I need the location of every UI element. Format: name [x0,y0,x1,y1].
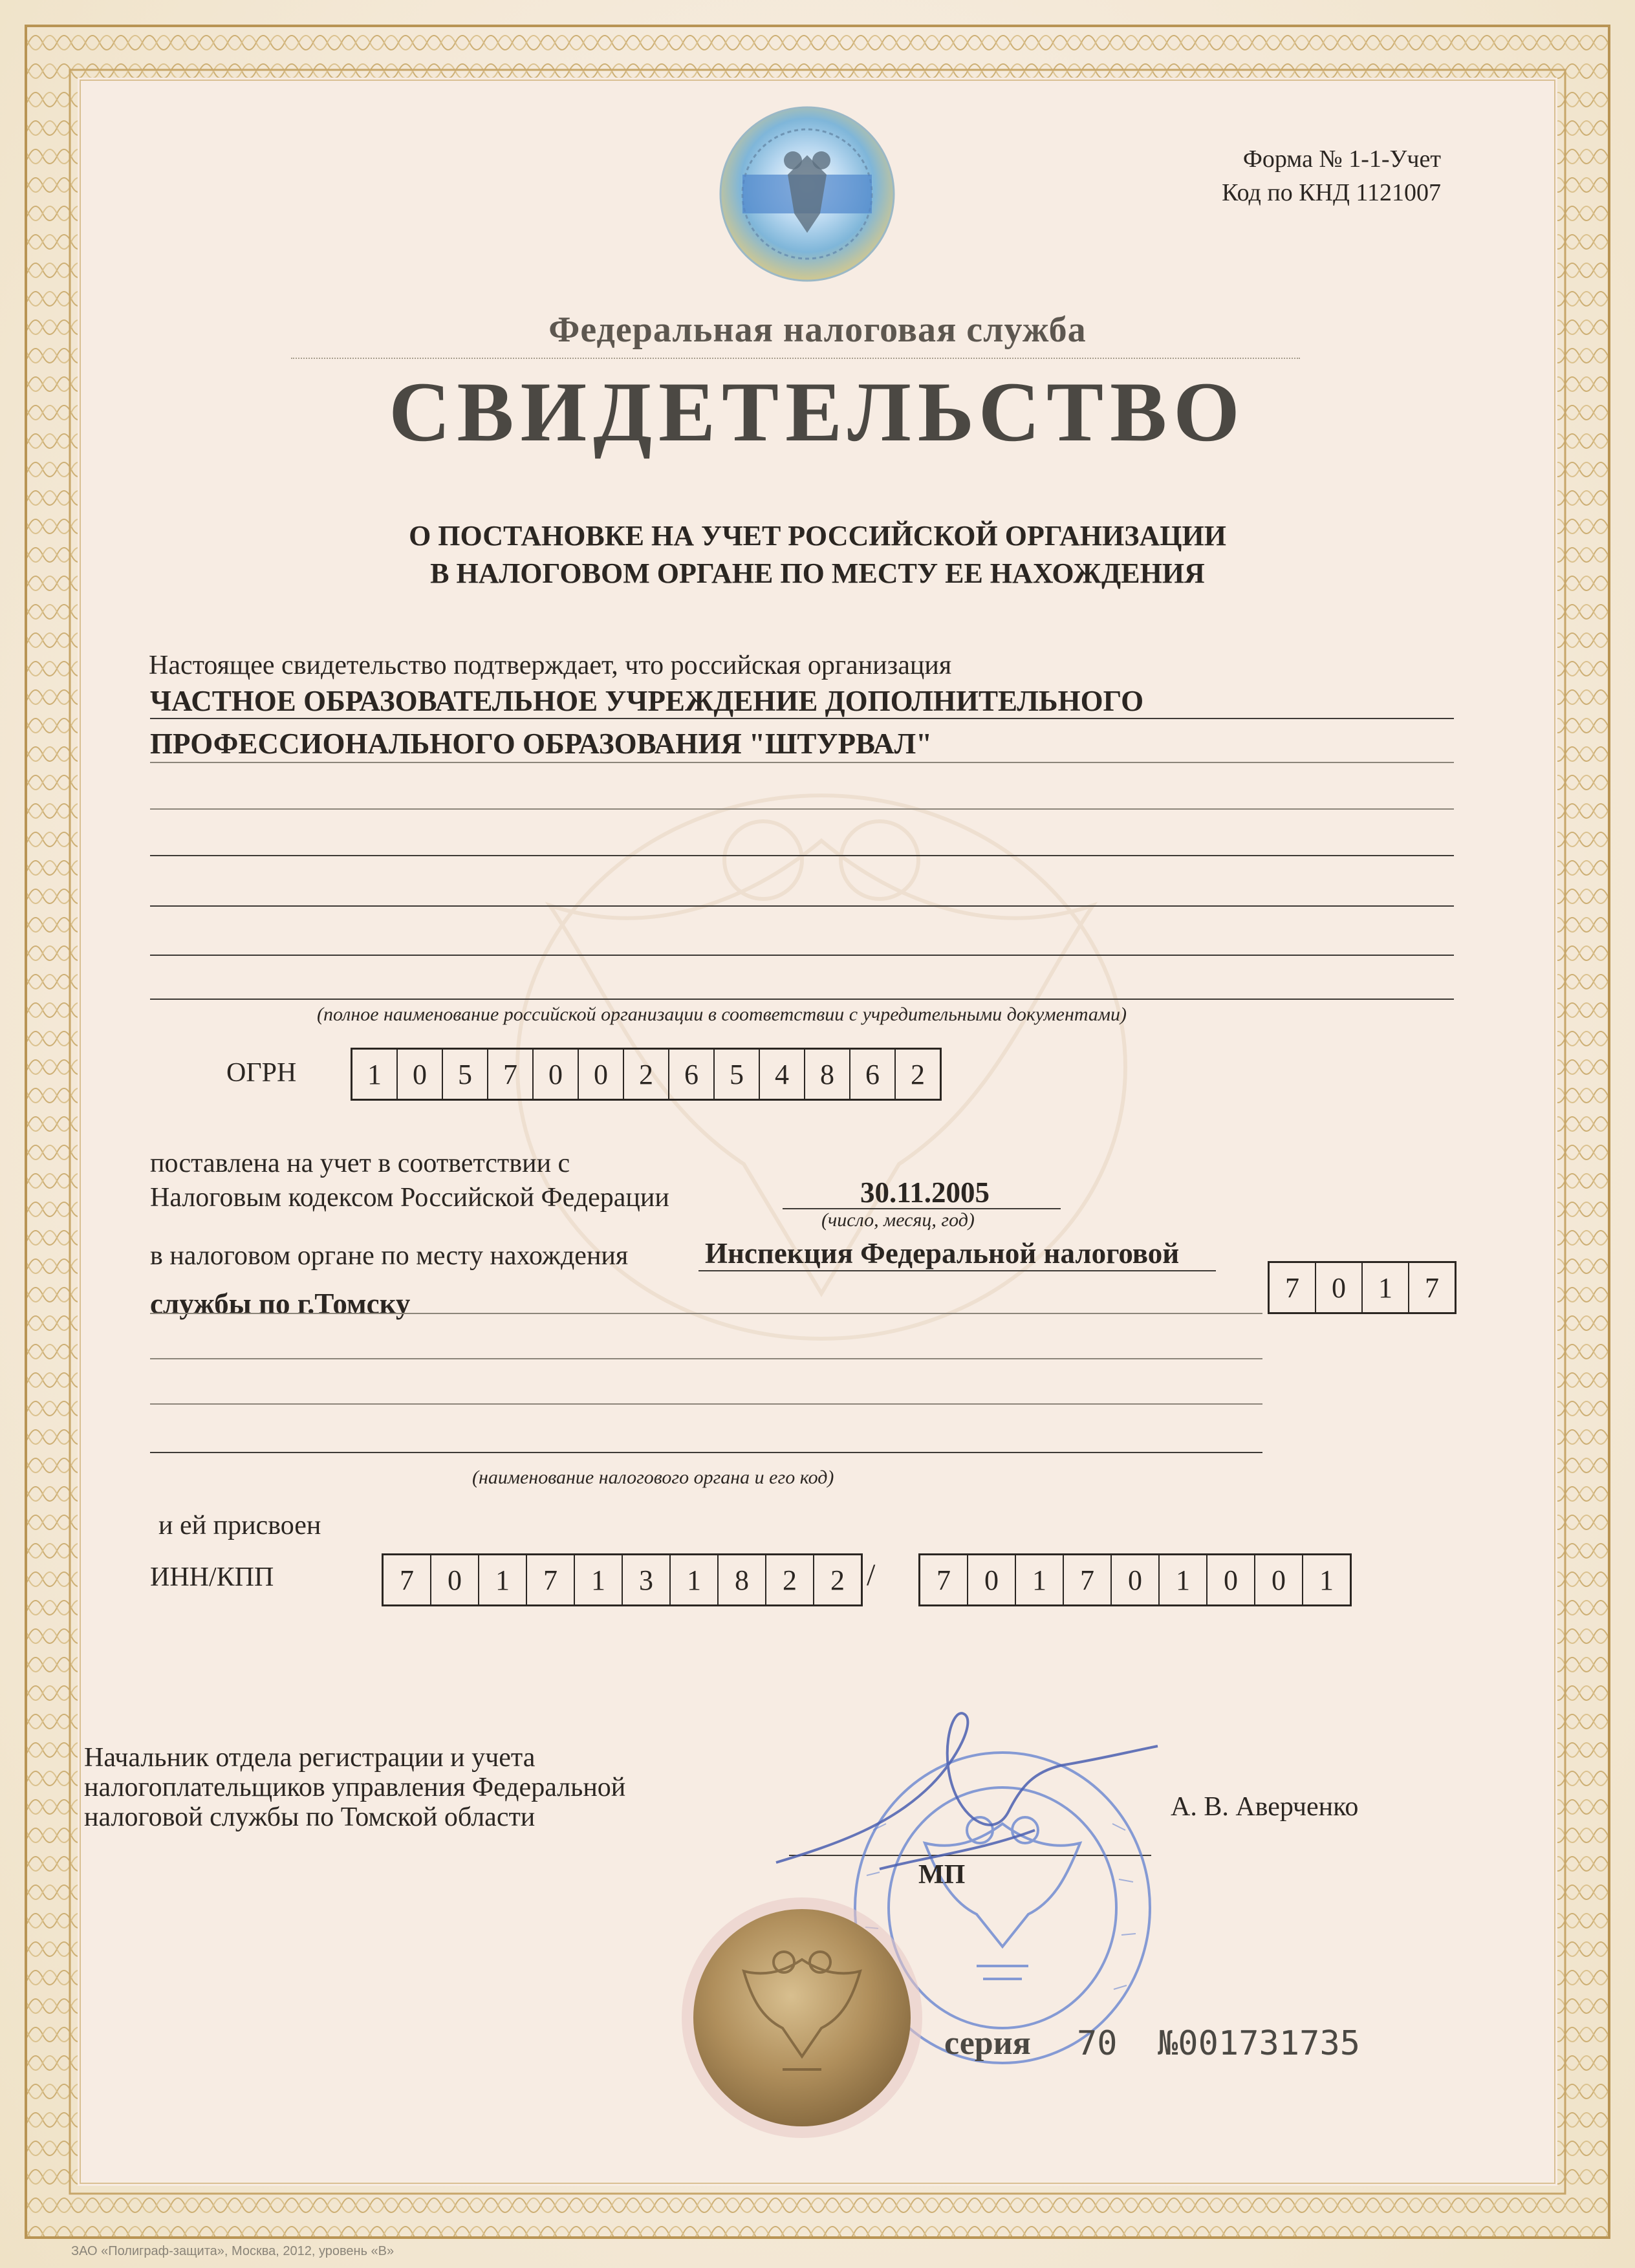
tax-line-2 [150,1313,1262,1314]
tax-line-5 [150,1452,1262,1453]
ogrn-digit: 2 [623,1050,668,1099]
assigned-label: и ей присвоен [158,1511,321,1540]
position-line-1: Начальник отдела регистрации и учета [84,1743,536,1773]
org-name-line-1: ЧАСТНОЕ ОБРАЗОВАТЕЛЬНОЕ УЧРЕЖДЕНИЕ ДОПОЛНИТЕЛЬНОГО [150,685,1144,717]
knd-code: Код по КНД 1121007 [1222,179,1441,206]
hologram-emblem [717,103,898,285]
ogrn-digit: 0 [578,1050,623,1099]
ogrn-digit: 5 [713,1050,759,1099]
signer-name: А. В. Аверченко [1171,1792,1359,1822]
kpp-digit: 0 [1206,1555,1254,1604]
org-line-2 [150,762,1454,763]
intro-text: Настоящее свидетельство подтверждает, что российская организация [149,651,952,680]
tax-code-digit: 7 [1408,1263,1455,1312]
tax-code-digit: 7 [1285,1271,1299,1304]
org-line-7 [150,999,1454,1000]
subtitle-line-1: О ПОСТАНОВКЕ НА УЧЕТ РОССИЙСКОЙ ОРГАНИЗАЦИИ [409,520,1226,552]
signer-position [84,1743,625,1832]
inn-digit: 1 [574,1555,622,1604]
kpp-digit: 7 [1063,1555,1110,1604]
gold-seal [679,1895,925,2141]
kpp-digit: 0 [1254,1555,1302,1604]
kpp-digit: 7 [937,1564,951,1596]
position-line-2: налогоплательщиков управления Федеральной [84,1773,626,1802]
ogrn-digit: 6 [849,1050,894,1099]
inn-kpp-label: ИНН/КПП [150,1562,274,1592]
kpp-digit: 0 [967,1555,1015,1604]
org-caption: (полное наименование российской организации в соответствии с учредительными документами) [317,1004,1127,1025]
org-line-5 [150,905,1454,907]
handwritten-signature [763,1707,1177,1901]
tax-authority-name-2: службы по г.Томску [150,1288,411,1320]
ogrn-digit: 7 [487,1050,532,1099]
registration-date: 30.11.2005 [860,1176,990,1209]
inn-digit: 0 [430,1555,478,1604]
position-line-3: налоговой службы по Томской области [84,1802,536,1832]
subtitle-line-2: В НАЛОГОВОМ ОРГАНЕ ПО МЕСТУ ЕЕ НАХОЖДЕНИЯ [430,557,1205,589]
ogrn-digit: 4 [759,1050,804,1099]
tax-code-digit: 0 [1315,1263,1361,1312]
serial-label: серия [944,2025,1031,2062]
ogrn-digit: 2 [894,1050,940,1099]
registration-text-2: Налоговым кодексом Российской Федерации [150,1183,669,1213]
inn-digit: 7 [400,1564,414,1596]
serial-number: №001731735 [1158,2024,1361,2063]
date-caption: (число, месяц, год) [821,1209,975,1231]
agency-name: Федеральная налоговая служба [548,310,1087,350]
org-line-6 [150,955,1454,956]
registration-text-1: поставлена на учет в соответствии с [150,1149,570,1178]
tax-line-1 [698,1270,1216,1271]
inn-digit: 3 [622,1555,669,1604]
inn-kpp-separator: / [867,1558,876,1592]
printer-note: ЗАО «Полиграф-защита», Москва, 2012, уровень «В» [71,2244,395,2258]
org-line-4 [150,855,1454,856]
org-name-line-2: ПРОФЕССИОНАЛЬНОГО ОБРАЗОВАНИЯ "ШТУРВАЛ" [150,728,933,760]
stamp-place-label: МП [918,1860,966,1890]
tax-code-boxes [1268,1261,1456,1314]
kpp-digit: 1 [1015,1555,1063,1604]
tax-caption: (наименование налогового органа и его код) [472,1467,834,1488]
inn-digit: 2 [813,1555,861,1604]
inn-digit: 2 [765,1555,813,1604]
inn-digit: 8 [717,1555,765,1604]
certificate-title: СВИДЕТЕЛЬСТВО [389,364,1246,459]
ogrn-digit: 5 [442,1050,487,1099]
kpp-boxes [918,1553,1352,1606]
kpp-digit: 0 [1110,1555,1158,1604]
ogrn-label: ОГРН [226,1058,297,1088]
tax-code-digit: 1 [1361,1263,1408,1312]
serial-series: 70 [1077,2024,1118,2063]
ogrn-digit: 0 [532,1050,578,1099]
kpp-digit: 1 [1302,1555,1350,1604]
org-line-1 [150,718,1454,719]
tax-line-4 [150,1403,1262,1405]
ogrn-boxes [351,1048,942,1101]
ogrn-digit: 0 [396,1050,442,1099]
inn-digit: 1 [669,1555,717,1604]
inn-boxes [382,1553,863,1606]
tax-authority-name-1: Инспекция Федеральной налоговой [705,1237,1180,1269]
org-line-3 [150,808,1454,810]
kpp-digit: 1 [1158,1555,1206,1604]
tax-authority-label: в налоговом органе по месту нахождения [150,1241,629,1271]
tax-line-3 [150,1358,1262,1359]
agency-divider [291,358,1300,359]
ogrn-digit: 8 [804,1050,849,1099]
ogrn-digit: 1 [367,1058,382,1090]
form-info [1222,142,1441,210]
inn-digit: 1 [478,1555,526,1604]
inn-digit: 7 [526,1555,574,1604]
form-number: Форма № 1-1-Учет [1242,146,1441,173]
ogrn-digit: 6 [668,1050,713,1099]
certificate-subtitle [0,517,1635,592]
